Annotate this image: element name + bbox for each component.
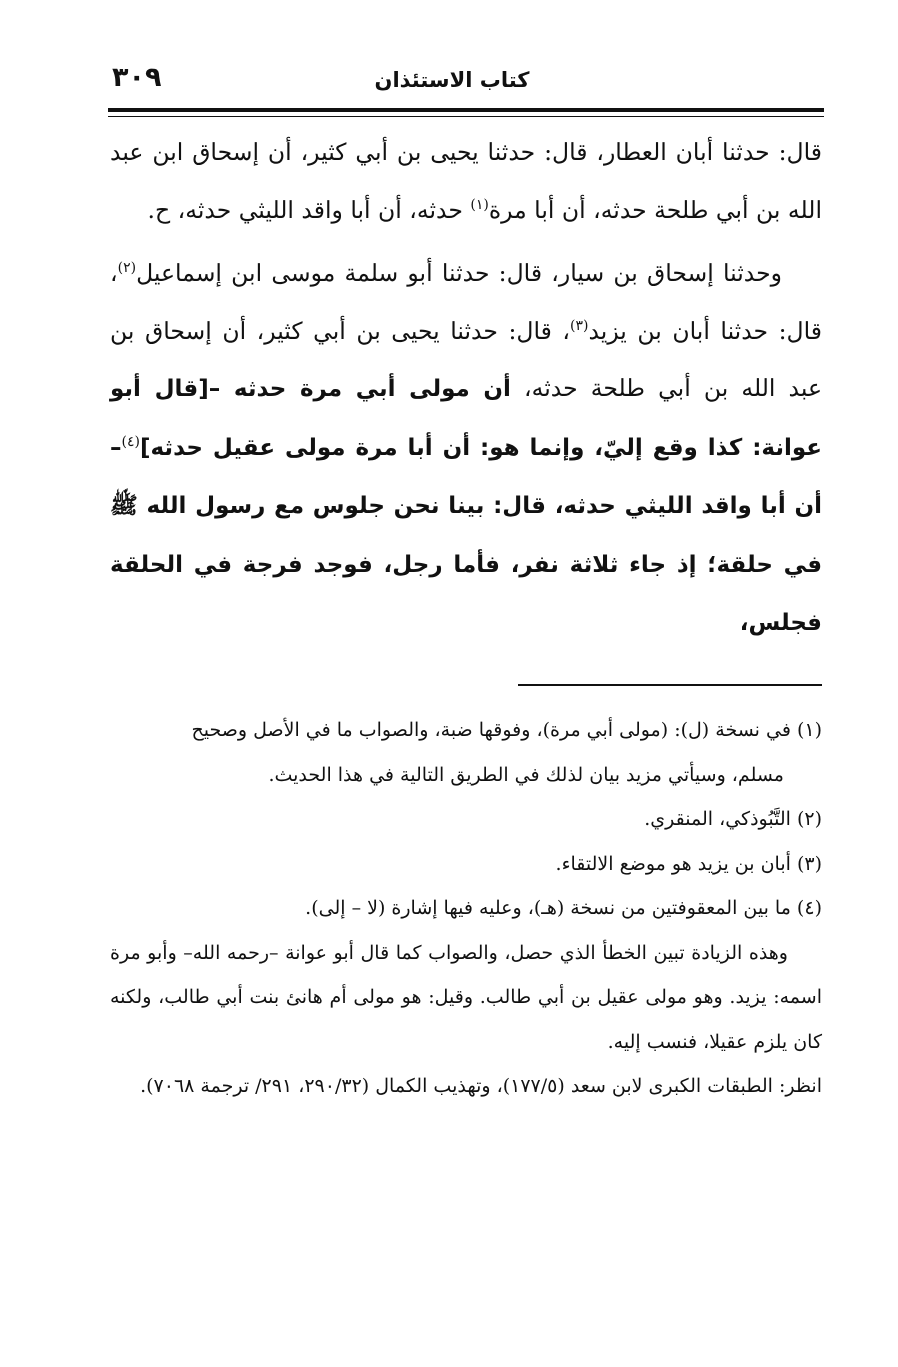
bold-text-run: أن مولى أبي مرة حدثه –[قال أبو عوانة: كذا وقع إليّ، وإنما هو: أن أبا مرة مولى عقيل حدثه] — [110, 376, 822, 461]
footnote-1-continued: مسلم، وسيأتي مزيد بيان لذلك في الطريق التالية في هذا الحديث. — [268, 763, 784, 786]
footnote-2: (٢) التَّبُوذكي، المنقري. — [644, 808, 822, 830]
footnote-4-reference: انظر: الطبقات الكبرى لابن سعد (١٧٧/٥)، وتهذيب الكمال (٢٩٠/٣٢، ٢٩١/ ترجمة ٧٠٦٨). — [140, 1075, 822, 1097]
page-number: ٣٠٩ — [112, 62, 162, 93]
footnote-ref-2[interactable]: (٢) — [117, 260, 137, 277]
main-paragraph-2 — [110, 245, 822, 653]
running-title: كتاب الاستئذان — [374, 68, 530, 92]
header-rule-thick — [108, 108, 824, 112]
footnote-1: (١) في نسخة (ل): (مولى أبي مرة)، وفوقها ضبة، والصواب ما في الأصل وصحيح — [191, 719, 822, 741]
footnote-4-explanation: وهذه الزيادة تبين الخطأ الذي حصل، والصواب كما قال أبو عوانة –رحمه الله– وأبو مرة اسمه: يزيد. وهو مولى عقيل بن أبي طالب. وقيل: هو مولى أم هانئ بنت أبي طالب، ولكنه كان يلزم عقيلا، فنسب إليه. — [110, 941, 822, 1053]
main-text-run: ، قال: حدثنا يحيى بن أبي كثير، أن إسحاق بن عبد الله بن أبي طلحة حدثه، — [110, 316, 823, 402]
footnote-ref-3[interactable]: (٣) — [569, 317, 589, 334]
footnote-ref-1[interactable]: (١) — [470, 196, 489, 213]
header-rule-thin — [108, 116, 824, 117]
main-paragraph-1 — [110, 124, 822, 239]
footnote-ref-4[interactable]: (٤) — [121, 433, 140, 450]
main-text-run: قال: حدثنا أبان العطار، قال: حدثنا يحيى بن أبي كثير، أن إسحاق ابن عبد الله بن أبي طلحة حدثه، أن أبا مرة — [110, 138, 822, 224]
footnotes — [110, 708, 822, 1109]
footnote-separator — [518, 684, 822, 686]
main-text-run: ، قال: حدثنا أبان بن يزيد — [110, 259, 822, 345]
footnote-4: (٤) ما بين المعقوفتين من نسخة (هـ)، وعليه فيها إشارة (لا – إلى). — [305, 897, 822, 919]
footnote-3: (٣) أبان بن يزيد هو موضع الالتقاء. — [555, 852, 822, 875]
bold-text-run: – أن أبا واقد الليثي حدثه، قال: بينا نحن جلوس مع رسول الله ﷺ في حلقة؛ إذ جاء ثلاثة نفر، فأما رجل، فوجد فرجة في الحلقة فجلس، — [110, 434, 822, 636]
main-text — [110, 124, 822, 653]
main-text-run: وحدثنا إسحاق بن سيار، قال: حدثنا أبو سلمة موسى ابن إسماعيل — [136, 259, 782, 287]
main-text-run: حدثه، أن أبا واقد الليثي حدثه، ح. — [147, 195, 471, 224]
